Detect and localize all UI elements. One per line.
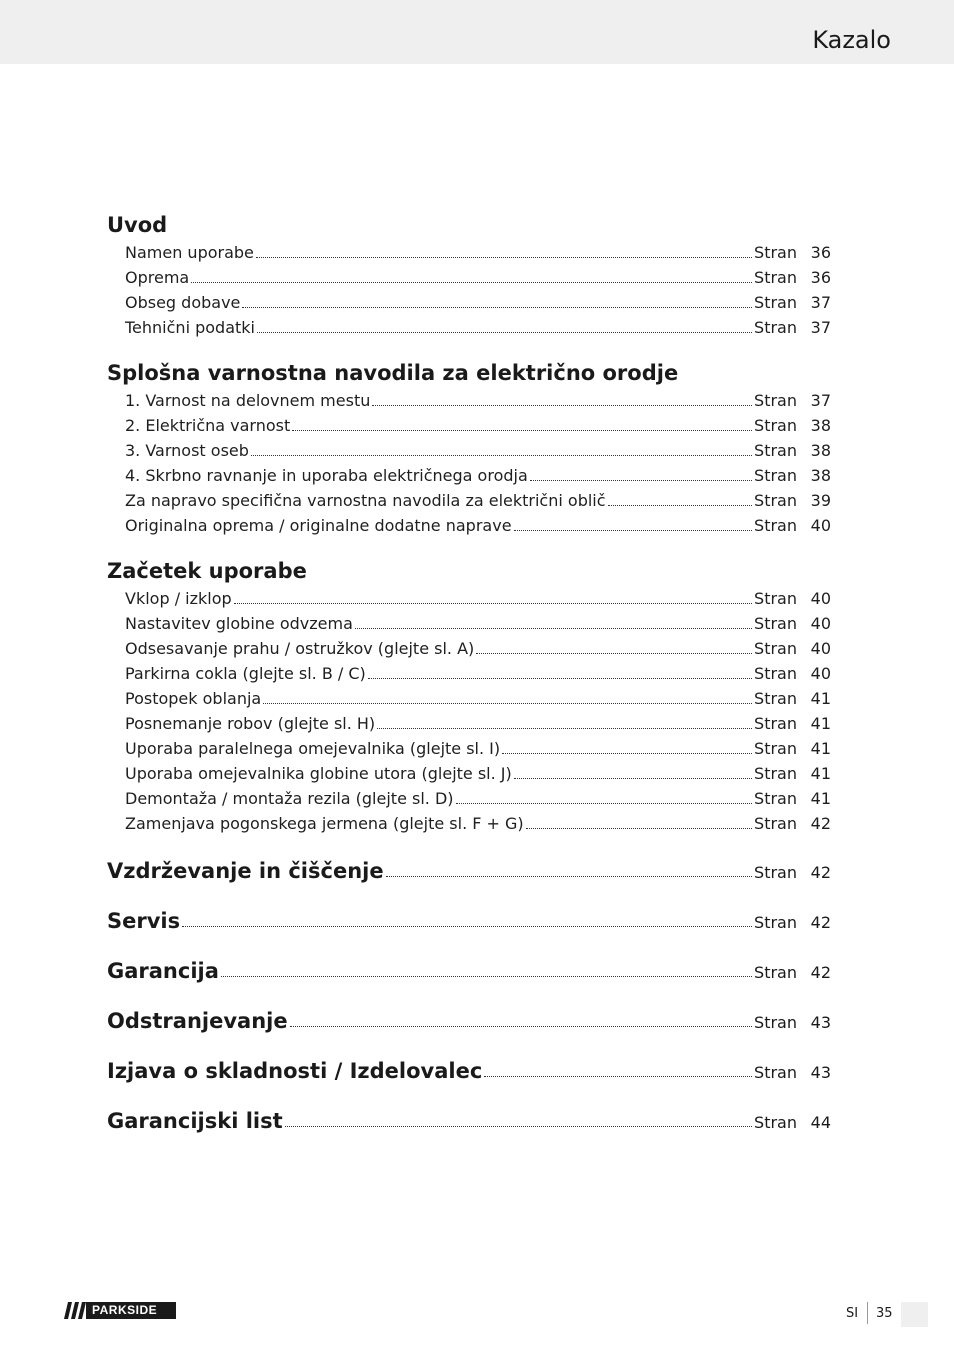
entry-label: Za napravo specifična varnostna navodila za električni oblič — [125, 491, 606, 510]
entry-stran: Stran — [754, 863, 797, 882]
toc-section-safety — [107, 358, 831, 538]
entry-label: Namen uporabe — [125, 243, 254, 262]
leader-dots — [476, 653, 752, 654]
entry-stran: Stran — [754, 491, 797, 510]
spacer — [107, 836, 831, 856]
footer-tab — [901, 1302, 928, 1327]
heading-label: Servis — [107, 909, 181, 933]
entry-label: Nastavitev globine odvzema — [125, 614, 353, 633]
entry-stran: Stran — [754, 789, 797, 808]
heading-label: Odstranjevanje — [107, 1009, 288, 1033]
entry-stran: Stran — [754, 814, 797, 833]
entry-label: Tehnični podatki — [125, 318, 255, 337]
entry-label: 2. Električna varnost — [125, 416, 291, 435]
entry-page: 41 — [810, 764, 831, 783]
toc-entry[interactable] — [107, 290, 831, 315]
entry-stran: Stran — [754, 243, 797, 262]
entry-page: 43 — [810, 1063, 831, 1082]
entry-page: 38 — [810, 466, 831, 485]
entry-page: 44 — [810, 1113, 831, 1132]
leader-dots — [608, 505, 753, 506]
entry-stran: Stran — [754, 913, 797, 932]
entry-stran: Stran — [754, 268, 797, 287]
toc-heading-entry[interactable] — [107, 956, 831, 986]
entry-page: 38 — [810, 416, 831, 435]
toc-entry[interactable] — [107, 786, 831, 811]
entry-page: 37 — [810, 293, 831, 312]
toc-heading-entry[interactable] — [107, 906, 831, 936]
leader-dots — [502, 753, 752, 754]
toc-heading-entry[interactable] — [107, 1006, 831, 1036]
entry-page: 41 — [810, 789, 831, 808]
leader-dots — [234, 603, 752, 604]
leader-dots — [530, 480, 752, 481]
toc-entry[interactable] — [107, 761, 831, 786]
logo-text: PARKSIDE — [86, 1302, 176, 1319]
heading-label: Vzdrževanje in čiščenje — [107, 859, 384, 883]
leader-dots — [242, 307, 752, 308]
toc-entry[interactable] — [107, 463, 831, 488]
entry-label: Odsesavanje prahu / ostružkov (glejte sl. A) — [125, 639, 475, 658]
leader-dots — [456, 803, 753, 804]
section-heading: Splošna varnostna navodila za električno orodje — [107, 361, 679, 385]
spacer — [107, 1036, 831, 1056]
leader-dots — [514, 778, 752, 779]
entry-label: Zamenjava pogonskega jermena (glejte sl. F + G) — [125, 814, 524, 833]
toc-entry[interactable] — [107, 736, 831, 761]
entry-label: Uporaba omejevalnika globine utora (glejte sl. J) — [125, 764, 512, 783]
entry-stran: Stran — [754, 614, 797, 633]
entry-page: 39 — [810, 491, 831, 510]
entry-stran: Stran — [754, 689, 797, 708]
leader-dots — [290, 1026, 752, 1027]
toc-entry[interactable] — [107, 488, 831, 513]
toc-entry[interactable] — [107, 811, 831, 836]
entry-label: Originalna oprema / originalne dodatne naprave — [125, 516, 512, 535]
leader-dots — [257, 332, 752, 333]
leader-dots — [377, 728, 752, 729]
entry-stran: Stran — [754, 1063, 797, 1082]
entry-page: 40 — [810, 664, 831, 683]
entry-stran: Stran — [754, 1113, 797, 1132]
entry-page: 42 — [810, 863, 831, 882]
entry-stran: Stran — [754, 963, 797, 982]
leader-dots — [263, 703, 752, 704]
entry-stran: Stran — [754, 664, 797, 683]
entry-stran: Stran — [754, 764, 797, 783]
toc-entry[interactable] — [107, 661, 831, 686]
entry-page: 40 — [810, 639, 831, 658]
leader-dots — [251, 455, 752, 456]
toc-entry[interactable] — [107, 240, 831, 265]
leader-dots — [292, 430, 752, 431]
leader-dots — [372, 405, 752, 406]
leader-dots — [285, 1126, 752, 1127]
toc-entry[interactable] — [107, 315, 831, 340]
entry-stran: Stran — [754, 639, 797, 658]
entry-label: Uporaba paralelnega omejevalnika (glejte sl. I) — [125, 739, 501, 758]
logo-slashes-icon — [64, 1302, 86, 1319]
spacer — [107, 1086, 831, 1106]
toc-section-uvod — [107, 210, 831, 340]
entry-stran: Stran — [754, 441, 797, 460]
footer-divider — [867, 1302, 868, 1324]
entry-stran: Stran — [754, 293, 797, 312]
entry-page: 40 — [810, 516, 831, 535]
toc-entry[interactable] — [107, 686, 831, 711]
leader-dots — [256, 257, 752, 258]
parkside-logo — [64, 1302, 176, 1319]
entry-page: 42 — [810, 963, 831, 982]
toc-entry[interactable] — [107, 611, 831, 636]
entry-page: 41 — [810, 714, 831, 733]
spacer — [107, 936, 831, 956]
spacer — [107, 886, 831, 906]
entry-stran: Stran — [754, 516, 797, 535]
toc-entry[interactable] — [107, 586, 831, 611]
entry-page: 36 — [810, 243, 831, 262]
entry-page: 40 — [810, 614, 831, 633]
toc-entry[interactable] — [107, 711, 831, 736]
page-number: 35 — [876, 1306, 893, 1321]
entry-page: 37 — [810, 318, 831, 337]
entry-page: 36 — [810, 268, 831, 287]
toc-heading-entry[interactable] — [107, 1056, 831, 1086]
entry-stran: Stran — [754, 466, 797, 485]
toc-entry[interactable] — [107, 388, 831, 413]
entry-stran: Stran — [754, 1013, 797, 1032]
leader-dots — [368, 678, 752, 679]
leader-dots — [182, 926, 752, 927]
spacer — [107, 340, 831, 358]
toc-heading-entry[interactable] — [107, 1106, 831, 1136]
leader-dots — [355, 628, 752, 629]
entry-page: 38 — [810, 441, 831, 460]
entry-label: Demontaža / montaža rezila (glejte sl. D) — [125, 789, 454, 808]
leader-dots — [526, 828, 752, 829]
entry-stran: Stran — [754, 589, 797, 608]
entry-page: 41 — [810, 689, 831, 708]
heading-label: Izjava o skladnosti / Izdelovalec — [107, 1059, 483, 1083]
entry-label: Vklop / izklop — [125, 589, 232, 608]
leader-dots — [221, 976, 752, 977]
entry-label: 3. Varnost oseb — [125, 441, 249, 460]
entry-label: Postopek oblanja — [125, 689, 262, 708]
leader-dots — [386, 876, 752, 877]
toc-section-start — [107, 556, 831, 836]
entry-page: 41 — [810, 739, 831, 758]
section-heading: Uvod — [107, 213, 168, 237]
entry-label: Oprema — [125, 268, 190, 287]
page-title: Kazalo — [812, 26, 891, 54]
toc-entry[interactable] — [107, 438, 831, 463]
toc-entry[interactable] — [107, 513, 831, 538]
header-bar — [0, 0, 954, 64]
entry-label: Posnemanje robov (glejte sl. H) — [125, 714, 376, 733]
language-code: SI — [846, 1306, 859, 1321]
section-heading: Začetek uporabe — [107, 559, 307, 583]
entry-stran: Stran — [754, 714, 797, 733]
table-of-contents — [107, 210, 831, 1136]
toc-entry[interactable] — [107, 636, 831, 661]
spacer — [107, 986, 831, 1006]
entry-page: 42 — [810, 913, 831, 932]
toc-heading-entry[interactable] — [107, 856, 831, 886]
entry-label: Parkirna cokla (glejte sl. B / C) — [125, 664, 366, 683]
entry-page: 40 — [810, 589, 831, 608]
heading-label: Garancija — [107, 959, 219, 983]
entry-label: 1. Varnost na delovnem mestu — [125, 391, 371, 410]
toc-entry[interactable] — [107, 413, 831, 438]
entry-stran: Stran — [754, 739, 797, 758]
leader-dots — [484, 1076, 752, 1077]
entry-stran: Stran — [754, 416, 797, 435]
heading-label: Garancijski list — [107, 1109, 283, 1133]
leader-dots — [514, 530, 753, 531]
toc-entry[interactable] — [107, 265, 831, 290]
entry-page: 42 — [810, 814, 831, 833]
entry-page: 43 — [810, 1013, 831, 1032]
entry-stran: Stran — [754, 391, 797, 410]
leader-dots — [191, 282, 752, 283]
entry-stran: Stran — [754, 318, 797, 337]
entry-label: Obseg dobave — [125, 293, 241, 312]
spacer — [107, 538, 831, 556]
entry-page: 37 — [810, 391, 831, 410]
entry-label: 4. Skrbno ravnanje in uporaba električnega orodja — [125, 466, 528, 485]
